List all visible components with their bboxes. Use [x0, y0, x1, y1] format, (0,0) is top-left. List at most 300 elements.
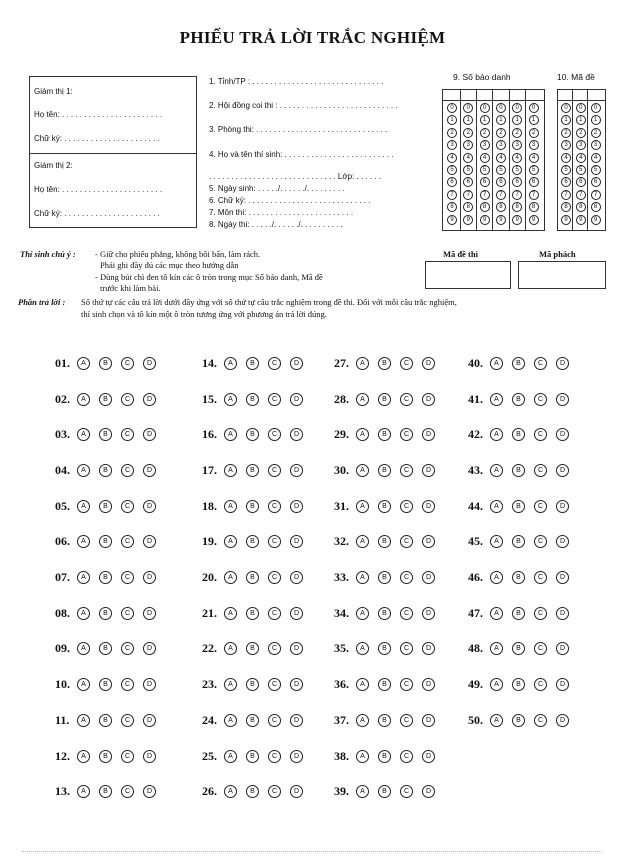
- answer-bubble-d[interactable]: D: [422, 714, 435, 727]
- answer-bubble-c[interactable]: C: [268, 785, 281, 798]
- answer-bubble-a[interactable]: A: [77, 571, 90, 584]
- digit-bubble[interactable]: 9: [529, 215, 539, 225]
- answer-bubble-d[interactable]: D: [422, 428, 435, 441]
- digit-bubble[interactable]: 5: [463, 165, 473, 175]
- answer-bubble-c[interactable]: C: [534, 642, 547, 655]
- answer-bubble-c[interactable]: C: [534, 607, 547, 620]
- digit-bubble[interactable]: 1: [576, 115, 586, 125]
- digit-bubble[interactable]: 3: [591, 140, 601, 150]
- digit-bubble[interactable]: 5: [576, 165, 586, 175]
- digit-bubble[interactable]: 5: [591, 165, 601, 175]
- answer-bubble-d[interactable]: D: [422, 750, 435, 763]
- digit-bubble[interactable]: 4: [576, 153, 586, 163]
- digit-bubble[interactable]: 0: [529, 103, 539, 113]
- digit-bubble[interactable]: 7: [561, 190, 571, 200]
- exam-code-box[interactable]: [425, 261, 511, 289]
- answer-bubble-d[interactable]: D: [556, 357, 569, 370]
- digit-bubble[interactable]: 6: [447, 177, 457, 187]
- answer-bubble-d[interactable]: D: [556, 714, 569, 727]
- answer-bubble-d[interactable]: D: [290, 678, 303, 691]
- answer-bubble-d[interactable]: D: [422, 535, 435, 548]
- supervisor-1-name-field[interactable]: Họ tên: . . . . . . . . . . . . . . . . . . . . . . .: [34, 110, 163, 119]
- answer-bubble-b[interactable]: B: [512, 642, 525, 655]
- answer-bubble-a[interactable]: A: [490, 535, 503, 548]
- digit-bubble[interactable]: 1: [591, 115, 601, 125]
- digit-bubble[interactable]: 1: [561, 115, 571, 125]
- answer-bubble-b[interactable]: B: [378, 642, 391, 655]
- answer-bubble-b[interactable]: B: [246, 607, 259, 620]
- answer-bubble-d[interactable]: D: [290, 428, 303, 441]
- answer-bubble-b[interactable]: B: [378, 464, 391, 477]
- answer-bubble-b[interactable]: B: [99, 750, 112, 763]
- digit-bubble[interactable]: 3: [447, 140, 457, 150]
- answer-bubble-a[interactable]: A: [356, 642, 369, 655]
- answer-bubble-c[interactable]: C: [268, 750, 281, 763]
- answer-bubble-a[interactable]: A: [77, 642, 90, 655]
- answer-bubble-d[interactable]: D: [422, 785, 435, 798]
- answer-bubble-a[interactable]: A: [77, 357, 90, 370]
- answer-bubble-c[interactable]: C: [121, 357, 134, 370]
- answer-bubble-a[interactable]: A: [490, 500, 503, 513]
- digit-bubble[interactable]: 2: [561, 128, 571, 138]
- digit-bubble[interactable]: 0: [496, 103, 506, 113]
- answer-bubble-c[interactable]: C: [400, 678, 413, 691]
- answer-bubble-d[interactable]: D: [143, 535, 156, 548]
- answer-bubble-c[interactable]: C: [121, 464, 134, 477]
- answer-bubble-b[interactable]: B: [246, 464, 259, 477]
- exam-room-field[interactable]: 3. Phòng thi: . . . . . . . . . . . . . . . . . . . . . . . . . . . . . .: [209, 125, 388, 134]
- digit-bubble[interactable]: 8: [591, 202, 601, 212]
- supervisor-2-name-field[interactable]: Họ tên: . . . . . . . . . . . . . . . . . . . . . . .: [34, 185, 163, 194]
- answer-bubble-c[interactable]: C: [400, 642, 413, 655]
- answer-bubble-c[interactable]: C: [268, 678, 281, 691]
- answer-bubble-a[interactable]: A: [356, 500, 369, 513]
- answer-bubble-a[interactable]: A: [356, 535, 369, 548]
- answer-bubble-b[interactable]: B: [246, 500, 259, 513]
- answer-bubble-b[interactable]: B: [378, 535, 391, 548]
- answer-bubble-d[interactable]: D: [556, 607, 569, 620]
- answer-bubble-c[interactable]: C: [400, 393, 413, 406]
- digit-bubble[interactable]: 5: [480, 165, 490, 175]
- digit-bubble[interactable]: 8: [480, 202, 490, 212]
- digit-bubble[interactable]: 6: [512, 177, 522, 187]
- digit-bubble[interactable]: 2: [529, 128, 539, 138]
- answer-bubble-b[interactable]: B: [378, 714, 391, 727]
- digit-bubble[interactable]: 3: [561, 140, 571, 150]
- digit-bubble[interactable]: 6: [463, 177, 473, 187]
- answer-bubble-b[interactable]: B: [246, 750, 259, 763]
- answer-bubble-c[interactable]: C: [268, 357, 281, 370]
- answer-bubble-a[interactable]: A: [224, 428, 237, 441]
- answer-bubble-b[interactable]: B: [99, 785, 112, 798]
- answer-bubble-d[interactable]: D: [290, 357, 303, 370]
- digit-bubble[interactable]: 3: [529, 140, 539, 150]
- answer-bubble-b[interactable]: B: [246, 714, 259, 727]
- answer-bubble-a[interactable]: A: [356, 714, 369, 727]
- answer-bubble-d[interactable]: D: [422, 393, 435, 406]
- digit-bubble[interactable]: 6: [496, 177, 506, 187]
- answer-bubble-b[interactable]: B: [512, 535, 525, 548]
- subject-field[interactable]: 7. Môn thi: . . . . . . . . . . . . . . . . . . . . . . . .: [209, 208, 354, 217]
- answer-bubble-a[interactable]: A: [490, 678, 503, 691]
- answer-bubble-a[interactable]: A: [490, 571, 503, 584]
- digit-bubble[interactable]: 2: [463, 128, 473, 138]
- answer-bubble-c[interactable]: C: [268, 607, 281, 620]
- answer-bubble-b[interactable]: B: [99, 357, 112, 370]
- answer-bubble-b[interactable]: B: [378, 393, 391, 406]
- answer-bubble-c[interactable]: C: [400, 714, 413, 727]
- answer-bubble-b[interactable]: B: [246, 357, 259, 370]
- answer-bubble-d[interactable]: D: [422, 642, 435, 655]
- digit-bubble[interactable]: 6: [529, 177, 539, 187]
- digit-bubble[interactable]: 6: [561, 177, 571, 187]
- digit-bubble[interactable]: 4: [496, 153, 506, 163]
- digit-bubble[interactable]: 1: [480, 115, 490, 125]
- answer-bubble-d[interactable]: D: [290, 750, 303, 763]
- answer-bubble-d[interactable]: D: [556, 678, 569, 691]
- answer-bubble-c[interactable]: C: [534, 535, 547, 548]
- answer-bubble-b[interactable]: B: [246, 535, 259, 548]
- answer-bubble-d[interactable]: D: [143, 357, 156, 370]
- answer-bubble-b[interactable]: B: [99, 535, 112, 548]
- answer-bubble-a[interactable]: A: [224, 785, 237, 798]
- answer-bubble-c[interactable]: C: [268, 642, 281, 655]
- digit-bubble[interactable]: 3: [463, 140, 473, 150]
- answer-bubble-b[interactable]: B: [378, 785, 391, 798]
- answer-bubble-b[interactable]: B: [99, 607, 112, 620]
- digit-bubble[interactable]: 3: [496, 140, 506, 150]
- digit-bubble[interactable]: 6: [576, 177, 586, 187]
- answer-bubble-d[interactable]: D: [143, 393, 156, 406]
- answer-bubble-b[interactable]: B: [99, 464, 112, 477]
- answer-bubble-c[interactable]: C: [400, 464, 413, 477]
- answer-bubble-a[interactable]: A: [77, 428, 90, 441]
- answer-bubble-c[interactable]: C: [534, 464, 547, 477]
- digit-bubble[interactable]: 9: [480, 215, 490, 225]
- answer-bubble-d[interactable]: D: [143, 785, 156, 798]
- answer-bubble-c[interactable]: C: [121, 535, 134, 548]
- digit-bubble[interactable]: 8: [463, 202, 473, 212]
- digit-bubble[interactable]: 4: [591, 153, 601, 163]
- answer-bubble-b[interactable]: B: [512, 464, 525, 477]
- answer-bubble-b[interactable]: B: [512, 571, 525, 584]
- digit-bubble[interactable]: 0: [480, 103, 490, 113]
- answer-bubble-a[interactable]: A: [490, 393, 503, 406]
- answer-bubble-b[interactable]: B: [512, 428, 525, 441]
- digit-bubble[interactable]: 8: [496, 202, 506, 212]
- digit-bubble[interactable]: 1: [512, 115, 522, 125]
- answer-bubble-d[interactable]: D: [290, 500, 303, 513]
- answer-bubble-d[interactable]: D: [290, 642, 303, 655]
- answer-bubble-a[interactable]: A: [77, 535, 90, 548]
- digit-bubble[interactable]: 9: [591, 215, 601, 225]
- answer-bubble-c[interactable]: C: [534, 714, 547, 727]
- answer-bubble-a[interactable]: A: [224, 642, 237, 655]
- answer-bubble-d[interactable]: D: [290, 785, 303, 798]
- answer-bubble-d[interactable]: D: [556, 464, 569, 477]
- answer-bubble-d[interactable]: D: [422, 357, 435, 370]
- answer-bubble-d[interactable]: D: [556, 571, 569, 584]
- digit-bubble[interactable]: 3: [512, 140, 522, 150]
- digit-bubble[interactable]: 7: [496, 190, 506, 200]
- digit-bubble[interactable]: 4: [529, 153, 539, 163]
- answer-bubble-d[interactable]: D: [290, 571, 303, 584]
- answer-bubble-d[interactable]: D: [143, 464, 156, 477]
- answer-bubble-c[interactable]: C: [121, 428, 134, 441]
- answer-bubble-d[interactable]: D: [143, 500, 156, 513]
- answer-bubble-b[interactable]: B: [99, 642, 112, 655]
- answer-bubble-c[interactable]: C: [400, 500, 413, 513]
- digit-bubble[interactable]: 3: [576, 140, 586, 150]
- answer-bubble-a[interactable]: A: [77, 464, 90, 477]
- answer-bubble-d[interactable]: D: [556, 393, 569, 406]
- answer-bubble-a[interactable]: A: [356, 607, 369, 620]
- digit-bubble[interactable]: 7: [480, 190, 490, 200]
- answer-bubble-c[interactable]: C: [121, 571, 134, 584]
- answer-bubble-c[interactable]: C: [121, 785, 134, 798]
- answer-bubble-a[interactable]: A: [490, 464, 503, 477]
- digit-bubble[interactable]: 7: [529, 190, 539, 200]
- answer-bubble-b[interactable]: B: [512, 678, 525, 691]
- answer-bubble-c[interactable]: C: [400, 571, 413, 584]
- answer-bubble-b[interactable]: B: [246, 393, 259, 406]
- answer-bubble-a[interactable]: A: [224, 535, 237, 548]
- answer-bubble-a[interactable]: A: [224, 678, 237, 691]
- answer-bubble-a[interactable]: A: [356, 393, 369, 406]
- digit-bubble[interactable]: 1: [496, 115, 506, 125]
- answer-bubble-b[interactable]: B: [246, 428, 259, 441]
- digit-bubble[interactable]: 7: [463, 190, 473, 200]
- digit-bubble[interactable]: 7: [591, 190, 601, 200]
- answer-bubble-b[interactable]: B: [378, 750, 391, 763]
- answer-bubble-c[interactable]: C: [534, 571, 547, 584]
- answer-bubble-a[interactable]: A: [224, 750, 237, 763]
- answer-bubble-d[interactable]: D: [290, 607, 303, 620]
- answer-bubble-c[interactable]: C: [268, 393, 281, 406]
- digit-bubble[interactable]: 9: [512, 215, 522, 225]
- digit-bubble[interactable]: 6: [591, 177, 601, 187]
- answer-bubble-c[interactable]: C: [400, 750, 413, 763]
- birth-date-field[interactable]: 5. Ngày sinh: . . . . ./. . . . . ./. . . . . . . . .: [209, 184, 345, 193]
- answer-bubble-a[interactable]: A: [224, 393, 237, 406]
- answer-bubble-a[interactable]: A: [77, 500, 90, 513]
- digit-bubble[interactable]: 7: [512, 190, 522, 200]
- answer-bubble-c[interactable]: C: [121, 393, 134, 406]
- answer-bubble-d[interactable]: D: [290, 535, 303, 548]
- answer-bubble-b[interactable]: B: [378, 571, 391, 584]
- answer-bubble-a[interactable]: A: [224, 357, 237, 370]
- answer-bubble-d[interactable]: D: [143, 428, 156, 441]
- digit-bubble[interactable]: 0: [512, 103, 522, 113]
- digit-bubble[interactable]: 8: [529, 202, 539, 212]
- answer-bubble-b[interactable]: B: [512, 393, 525, 406]
- answer-bubble-d[interactable]: D: [290, 714, 303, 727]
- answer-bubble-a[interactable]: A: [490, 642, 503, 655]
- answer-bubble-a[interactable]: A: [77, 750, 90, 763]
- answer-bubble-a[interactable]: A: [490, 607, 503, 620]
- exam-date-field[interactable]: 8. Ngày thi: . . . . ./. . . . . ./. . . . . . . . . .: [209, 220, 343, 229]
- answer-bubble-b[interactable]: B: [512, 500, 525, 513]
- answer-bubble-d[interactable]: D: [422, 678, 435, 691]
- digit-bubble[interactable]: 4: [480, 153, 490, 163]
- candidate-name-field[interactable]: 4. Họ và tên thí sinh: . . . . . . . . . . . . . . . . . . . . . . . . .: [209, 150, 394, 159]
- answer-bubble-d[interactable]: D: [556, 428, 569, 441]
- digit-bubble[interactable]: 3: [480, 140, 490, 150]
- answer-bubble-d[interactable]: D: [143, 750, 156, 763]
- candidate-sign-field[interactable]: 6. Chữ ký: . . . . . . . . . . . . . . . . . . . . . . . . . . . .: [209, 196, 371, 205]
- digit-bubble[interactable]: 9: [561, 215, 571, 225]
- digit-bubble[interactable]: 1: [463, 115, 473, 125]
- answer-bubble-d[interactable]: D: [143, 714, 156, 727]
- digit-bubble[interactable]: 5: [447, 165, 457, 175]
- answer-bubble-a[interactable]: A: [224, 714, 237, 727]
- digit-bubble[interactable]: 1: [447, 115, 457, 125]
- answer-bubble-a[interactable]: A: [356, 571, 369, 584]
- digit-bubble[interactable]: 2: [447, 128, 457, 138]
- digit-bubble[interactable]: 7: [576, 190, 586, 200]
- digit-bubble[interactable]: 5: [496, 165, 506, 175]
- digit-bubble[interactable]: 2: [512, 128, 522, 138]
- digit-bubble[interactable]: 8: [512, 202, 522, 212]
- answer-bubble-c[interactable]: C: [121, 678, 134, 691]
- supervisor-2-sign-field[interactable]: Chữ ký: . . . . . . . . . . . . . . . . . . . . . .: [34, 209, 160, 218]
- answer-bubble-c[interactable]: C: [400, 785, 413, 798]
- province-field[interactable]: 1. Tỉnh/TP : . . . . . . . . . . . . . . . . . . . . . . . . . . . . . .: [209, 77, 384, 86]
- answer-bubble-c[interactable]: C: [121, 750, 134, 763]
- answer-bubble-c[interactable]: C: [121, 714, 134, 727]
- answer-bubble-b[interactable]: B: [512, 714, 525, 727]
- answer-bubble-a[interactable]: A: [77, 607, 90, 620]
- answer-bubble-c[interactable]: C: [268, 500, 281, 513]
- digit-bubble[interactable]: 0: [591, 103, 601, 113]
- digit-bubble[interactable]: 0: [561, 103, 571, 113]
- answer-bubble-b[interactable]: B: [378, 678, 391, 691]
- digit-bubble[interactable]: 8: [561, 202, 571, 212]
- class-field[interactable]: . . . . . . . . . . . . . . . . . . . . . . . . . . . . . Lớp: . . . . . .: [209, 172, 381, 181]
- ma-phach-box[interactable]: [518, 261, 606, 289]
- answer-bubble-d[interactable]: D: [143, 642, 156, 655]
- answer-bubble-b[interactable]: B: [246, 678, 259, 691]
- digit-bubble[interactable]: 4: [463, 153, 473, 163]
- answer-bubble-c[interactable]: C: [121, 607, 134, 620]
- answer-bubble-b[interactable]: B: [246, 642, 259, 655]
- digit-bubble[interactable]: 8: [576, 202, 586, 212]
- answer-bubble-d[interactable]: D: [143, 571, 156, 584]
- answer-bubble-d[interactable]: D: [290, 393, 303, 406]
- digit-bubble[interactable]: 2: [496, 128, 506, 138]
- digit-bubble[interactable]: 0: [447, 103, 457, 113]
- digit-bubble[interactable]: 9: [463, 215, 473, 225]
- answer-bubble-a[interactable]: A: [224, 607, 237, 620]
- answer-bubble-b[interactable]: B: [378, 357, 391, 370]
- answer-bubble-a[interactable]: A: [224, 500, 237, 513]
- answer-bubble-b[interactable]: B: [99, 678, 112, 691]
- answer-bubble-b[interactable]: B: [99, 428, 112, 441]
- exam-council-field[interactable]: 2. Hội đồng coi thi : . . . . . . . . . . . . . . . . . . . . . . . . . . .: [209, 101, 398, 110]
- answer-bubble-c[interactable]: C: [534, 500, 547, 513]
- answer-bubble-a[interactable]: A: [490, 428, 503, 441]
- answer-bubble-c[interactable]: C: [268, 428, 281, 441]
- answer-bubble-c[interactable]: C: [534, 357, 547, 370]
- answer-bubble-b[interactable]: B: [512, 607, 525, 620]
- answer-bubble-b[interactable]: B: [246, 571, 259, 584]
- answer-bubble-c[interactable]: C: [268, 464, 281, 477]
- supervisor-1-sign-field[interactable]: Chữ ký: . . . . . . . . . . . . . . . . . . . . . .: [34, 134, 160, 143]
- answer-bubble-a[interactable]: A: [490, 357, 503, 370]
- digit-bubble[interactable]: 2: [480, 128, 490, 138]
- digit-bubble[interactable]: 9: [576, 215, 586, 225]
- answer-bubble-a[interactable]: A: [356, 357, 369, 370]
- answer-bubble-d[interactable]: D: [143, 678, 156, 691]
- digit-bubble[interactable]: 6: [480, 177, 490, 187]
- answer-bubble-b[interactable]: B: [99, 714, 112, 727]
- answer-bubble-c[interactable]: C: [400, 607, 413, 620]
- answer-bubble-b[interactable]: B: [378, 607, 391, 620]
- answer-bubble-d[interactable]: D: [290, 464, 303, 477]
- answer-bubble-c[interactable]: C: [121, 500, 134, 513]
- answer-bubble-a[interactable]: A: [77, 785, 90, 798]
- answer-bubble-c[interactable]: C: [400, 535, 413, 548]
- answer-bubble-a[interactable]: A: [77, 714, 90, 727]
- digit-bubble[interactable]: 5: [561, 165, 571, 175]
- digit-bubble[interactable]: 8: [447, 202, 457, 212]
- answer-bubble-c[interactable]: C: [400, 428, 413, 441]
- answer-bubble-c[interactable]: C: [534, 678, 547, 691]
- answer-bubble-a[interactable]: A: [77, 678, 90, 691]
- answer-bubble-b[interactable]: B: [246, 785, 259, 798]
- answer-bubble-d[interactable]: D: [556, 642, 569, 655]
- answer-bubble-b[interactable]: B: [378, 428, 391, 441]
- answer-bubble-d[interactable]: D: [422, 607, 435, 620]
- answer-bubble-b[interactable]: B: [512, 357, 525, 370]
- digit-bubble[interactable]: 1: [529, 115, 539, 125]
- digit-bubble[interactable]: 2: [591, 128, 601, 138]
- answer-bubble-b[interactable]: B: [99, 393, 112, 406]
- answer-bubble-a[interactable]: A: [356, 464, 369, 477]
- answer-bubble-c[interactable]: C: [268, 535, 281, 548]
- answer-bubble-d[interactable]: D: [422, 464, 435, 477]
- answer-bubble-b[interactable]: B: [99, 500, 112, 513]
- digit-bubble[interactable]: 4: [512, 153, 522, 163]
- answer-bubble-b[interactable]: B: [378, 500, 391, 513]
- answer-bubble-b[interactable]: B: [99, 571, 112, 584]
- answer-bubble-a[interactable]: A: [224, 464, 237, 477]
- answer-bubble-a[interactable]: A: [490, 714, 503, 727]
- digit-bubble[interactable]: 0: [463, 103, 473, 113]
- digit-bubble[interactable]: 9: [447, 215, 457, 225]
- digit-bubble[interactable]: 4: [447, 153, 457, 163]
- digit-bubble[interactable]: 2: [576, 128, 586, 138]
- answer-bubble-a[interactable]: A: [356, 678, 369, 691]
- answer-bubble-a[interactable]: A: [77, 393, 90, 406]
- answer-bubble-a[interactable]: A: [356, 428, 369, 441]
- answer-bubble-c[interactable]: C: [534, 428, 547, 441]
- answer-bubble-c[interactable]: C: [534, 393, 547, 406]
- digit-bubble[interactable]: 0: [576, 103, 586, 113]
- digit-bubble[interactable]: 7: [447, 190, 457, 200]
- answer-bubble-d[interactable]: D: [556, 500, 569, 513]
- answer-bubble-d[interactable]: D: [143, 607, 156, 620]
- answer-bubble-a[interactable]: A: [356, 785, 369, 798]
- answer-bubble-d[interactable]: D: [556, 535, 569, 548]
- answer-bubble-c[interactable]: C: [400, 357, 413, 370]
- answer-bubble-c[interactable]: C: [268, 571, 281, 584]
- digit-bubble[interactable]: 5: [512, 165, 522, 175]
- digit-bubble[interactable]: 9: [496, 215, 506, 225]
- digit-bubble[interactable]: 5: [529, 165, 539, 175]
- answer-bubble-d[interactable]: D: [422, 571, 435, 584]
- answer-bubble-a[interactable]: A: [356, 750, 369, 763]
